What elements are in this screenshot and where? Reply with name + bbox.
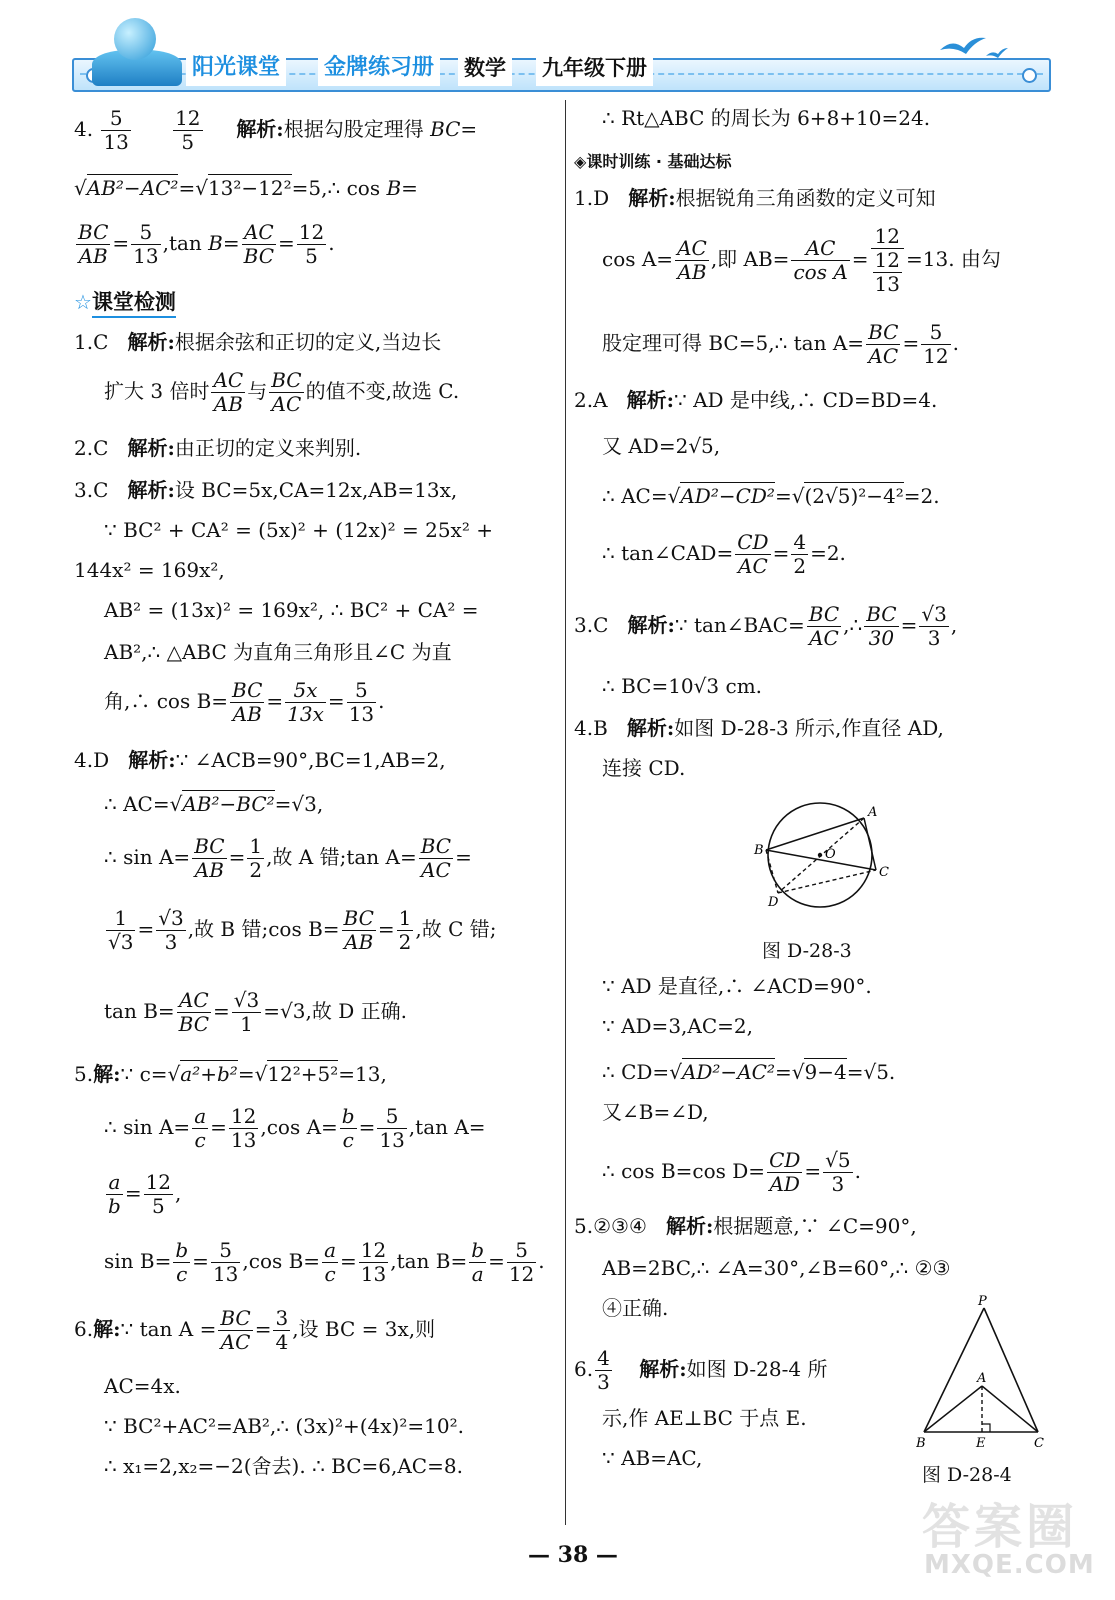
fraction: $\frac{√3}{1}$ [233, 988, 260, 1036]
page-number: — 38 — [528, 1542, 618, 1568]
fraction: $\frac{√5}{3}$ [825, 1148, 851, 1196]
brand-title: 金牌练习册 [318, 50, 440, 86]
q6-line: 6. $\frac{4}{3}$ 解析:如图 D-28-4 所 [574, 1346, 828, 1394]
fraction: $\frac{BC}{AC}$ [808, 602, 840, 650]
segment-bc [766, 850, 876, 870]
fraction: $\frac{BC}{AC}$ [420, 834, 452, 882]
fraction: $\frac{BC}{AB}$ [343, 906, 374, 954]
fraction: $\frac{5}{13}$ [103, 106, 129, 154]
fraction: $\frac{AC}{BC}$ [178, 988, 210, 1036]
fraction: $\frac{AC}{AB}$ [213, 368, 244, 416]
q1-line2: cos A= $\frac{AC}{AB}$ ,即 AB= $\frac{AC}{\text{cos A}}$ = 12 12 13 =13. 由勾 [602, 224, 1001, 296]
analysis-label: 解析: [628, 186, 676, 210]
fraction: $\frac{4}{3}$ [597, 1346, 610, 1394]
text: = [178, 176, 196, 200]
fraction: $\frac{b}{a}$ [471, 1238, 485, 1286]
p5-line: 5.解:∵ c=√a²+b²=√12²+5²=13, [74, 1062, 387, 1086]
p3-line3: 144x² = 169x², [74, 558, 225, 582]
question-number: 3.C [574, 613, 609, 637]
q4-line4: ∵ AD=3,AC=2, [602, 1014, 753, 1038]
watermark-url: MXQE.COM [924, 1550, 1095, 1580]
analysis-label: 解析: [626, 716, 675, 740]
text: BC= [430, 117, 478, 141]
q5-line2: AB=2BC,∴ ∠A=30°,∠B=60°,∴ ②③ [602, 1256, 951, 1280]
q4-line3: $\frac{BC}{AB}$ = $\frac{5}{13}$ ,tan B= $\frac{AC}{BC}$ = $\frac{12}{5}$ . [78, 220, 335, 268]
p3-line: 3.C 解析:设 BC=5x,CA=12x,AB=13x, [74, 478, 458, 502]
diamond-icon: ◈ [574, 152, 587, 171]
fraction: $\frac{AC}{AB}$ [677, 236, 707, 284]
label-e: E [976, 1436, 986, 1450]
triangle-figure-d28-4 [916, 1294, 1046, 1450]
fraction: $\frac{√3}{3}$ [158, 906, 184, 954]
mascot-logo [92, 10, 187, 88]
question-number: 5.②③④ [574, 1214, 647, 1238]
segment-ac [864, 818, 876, 870]
fraction: $\frac{5}{13}$ [348, 678, 375, 726]
q4-line2: 连接 CD. [602, 756, 686, 780]
question-number: 4.D [74, 748, 110, 772]
fraction: $\frac{5x}{13x}$ [287, 678, 324, 726]
segment-pb [924, 1308, 987, 1432]
p6-line2: AC=4x. [104, 1374, 181, 1398]
fraction: $\frac{5}{13}$ [133, 220, 159, 268]
fraction: $\frac{b}{c}$ [341, 1104, 355, 1152]
segment-ba [766, 818, 864, 850]
question-number: 4.B [574, 716, 608, 740]
fraction: $\frac{12}{5}$ [175, 106, 201, 154]
p2-line: 2.C 解析:由正切的定义来判别. [74, 436, 362, 460]
q1-line: 1.D 解析:根据锐角三角函数的定义可知 [574, 186, 936, 210]
p6-line: 6.解:∵ tan A = $\frac{BC}{AC}$ = $\frac{3}{4}$ ,设 BC = 3x,则 [74, 1306, 436, 1354]
grade-label: 九年级下册 [536, 50, 653, 86]
brand-series: 阳光课堂 [186, 50, 286, 86]
text: =5,∴ cos [291, 176, 381, 200]
text: 根据勾股定理得 [283, 117, 424, 141]
right-angle-mark [982, 1424, 990, 1432]
q4-line: 4.B 解析:如图 D-28-3 所示,作直径 AD, [574, 716, 944, 740]
fraction: $\frac{√3}{3}$ [921, 602, 947, 650]
solution-label: 解: [93, 1317, 121, 1341]
fraction: $\frac{a}{c}$ [194, 1104, 207, 1152]
q4-line6: 又∠B=∠D, [602, 1100, 709, 1124]
segment-pc [984, 1308, 1038, 1432]
question-number: 1.D [574, 186, 610, 210]
q2-line4: ∴ tan∠CAD= $\frac{CD}{AC}$ = $\frac{4}{2}$ =2. [602, 530, 846, 578]
analysis-label: 解析: [128, 748, 176, 772]
p4-line5: tan B= $\frac{AC}{BC}$ = $\frac{√3}{1}$ =√3,故 D 正确. [104, 988, 407, 1036]
analysis-label: 解析: [127, 478, 175, 502]
center-point [818, 853, 822, 857]
fraction: $\frac{12}{5}$ [145, 1170, 172, 1218]
star-icon: ☆ [74, 290, 92, 314]
question-number: 2.C [74, 436, 109, 460]
question-number: 2.A [574, 388, 608, 412]
label-o: O [825, 847, 836, 862]
fraction: $\frac{1}{2}$ [398, 906, 412, 954]
label-c: C [879, 865, 889, 880]
question-number: 6. [574, 1357, 594, 1381]
fraction: $\frac{BC}{30}$ [866, 602, 897, 650]
figure-caption: 图 D-28-3 [762, 940, 852, 962]
fraction: $\frac{12}{5}$ [298, 220, 325, 268]
q6-line3: ∵ AB=AC, [602, 1446, 703, 1470]
p4-line2: ∴ AC=√AB²−BC²=√3, [104, 792, 324, 816]
fraction: $\frac{b}{c}$ [175, 1238, 189, 1286]
question-number: 5. [74, 1062, 94, 1086]
fraction: $\frac{3}{4}$ [275, 1306, 289, 1354]
solution-label: 解: [93, 1062, 121, 1086]
q2-line2: 又 AD=2√5, [602, 434, 721, 458]
label-b: B [916, 1436, 926, 1450]
p5-line3: $\frac{a}{b}$ = $\frac{12}{5}$ , [108, 1170, 182, 1218]
q4-line7: ∴ cos B=cos D= $\frac{CD}{AD}$ = $\frac{√5}{3}$ . [602, 1148, 861, 1196]
circle-figure-d28-3 [752, 800, 892, 910]
radicand: 13²−12² [207, 176, 292, 200]
label-d: D [768, 895, 779, 910]
question-number: 4. [74, 117, 94, 141]
q2-line: 2.A 解析:∵ AD 是中线,∴ CD=BD=4. [574, 388, 938, 412]
fraction: $\frac{5}{13}$ [212, 1238, 239, 1286]
fraction: $\frac{CD}{AC}$ [737, 530, 769, 578]
fraction: $\frac{BC}{AC}$ [220, 1306, 251, 1354]
subject-label: 数学 [458, 50, 512, 86]
p6-line3: ∵ BC²+AC²=AB²,∴ (3x)²+(4x)²=10². [104, 1414, 464, 1438]
question-number: 6. [74, 1317, 94, 1341]
p4-line: 4.D 解析:∵ ∠ACB=90°,BC=1,AB=2, [74, 748, 446, 772]
mascot-head [114, 18, 156, 60]
fraction: $\frac{1}{√3}$ [108, 906, 134, 954]
fraction: $\frac{12}{13}$ [230, 1104, 257, 1152]
analysis-label: 解析: [665, 1214, 714, 1238]
analysis-label: 解析: [627, 613, 675, 637]
fraction: $\frac{a}{c}$ [324, 1238, 337, 1286]
fraction: $\frac{BC}{AB}$ [78, 220, 109, 268]
p4-line4: $\frac{1}{√3}$ = $\frac{√3}{3}$ ,故 B 错;cos B= $\frac{BC}{AB}$ = $\frac{1}{2}$ ,故 C 错; [108, 906, 497, 954]
q4-answer-line [74, 108, 477, 153]
p5-line4: sin B= $\frac{b}{c}$ = $\frac{5}{13}$ ,cos B= $\frac{a}{c}$ = $\frac{12}{13}$ ,tan B= $\frac{b}{a}$ = $\frac{5}{12}$ . [104, 1238, 545, 1286]
section-title: 课时训练 · 基础达标 [586, 152, 732, 171]
q3-line: 3.C 解析:∵ tan∠BAC= $\frac{BC}{AC}$ ,∴ $\frac{BC}{30}$ = $\frac{√3}{3}$ , [574, 602, 958, 650]
segment-dc [778, 870, 876, 893]
fraction: $\frac{5}{12}$ [923, 320, 949, 368]
fraction: $\frac{5}{12}$ [508, 1238, 535, 1286]
perimeter-line: ∴ Rt△ABC 的周长为 6+8+10=24. [602, 106, 931, 130]
birds-icon [930, 28, 1010, 68]
analysis-label: 解析: [626, 388, 674, 412]
q4-line2: √AB²−AC²=√13²−12²=5,∴ cos B= [74, 176, 418, 200]
fraction: $\frac{BC}{AB}$ [232, 678, 263, 726]
fraction: $\frac{AC}{\text{cos A}}$ [793, 236, 848, 284]
q4-line3: ∵ AD 是直径,∴ ∠ACD=90°. [602, 974, 872, 998]
label-c: C [1034, 1436, 1044, 1450]
header-dot-right [1022, 68, 1037, 83]
label-a: A [977, 1371, 987, 1386]
q1-line3: 股定理可得 BC=5,∴ tan A= $\frac{BC}{AC}$ = $\frac{5}{12}$ . [602, 320, 960, 368]
analysis-label: 解析: [639, 1357, 687, 1381]
p5-line2: ∴ sin A= $\frac{a}{c}$ = $\frac{12}{13}$ ,cos A= $\frac{b}{c}$ = $\frac{5}{13}$ ,tan A= [104, 1104, 486, 1152]
label-p: P [978, 1294, 987, 1309]
fraction: $\frac{BC}{AC}$ [868, 320, 899, 368]
fraction: $\frac{AC}{BC}$ [243, 220, 274, 268]
compound-fraction: 12 12 13 [871, 226, 904, 295]
p3-line2: ∵ BC² + CA² = (5x)² + (12x)² = 25x² + [104, 518, 493, 542]
fraction: $\frac{12}{13}$ [360, 1238, 387, 1286]
p3-line4: AB² = (13x)² = 169x², ∴ BC² + CA² = [104, 598, 479, 622]
q2-line3: ∴ AC=√AD²−CD²=√(2√5)²−4²=2. [602, 484, 940, 508]
p4-line3: ∴ sin A= $\frac{BC}{AB}$ = $\frac{1}{2}$ ,故 A 错;tan A= $\frac{BC}{AC}$ = [104, 834, 472, 882]
q5-line3: ④正确. [602, 1296, 669, 1320]
question-number: 1.C [74, 330, 109, 354]
fraction: $\frac{1}{2}$ [249, 834, 263, 882]
page-header [0, 0, 1115, 100]
analysis-label: 解析: [127, 436, 175, 460]
fraction: $\frac{CD}{AD}$ [769, 1148, 801, 1196]
section-title: 课堂检测 [92, 290, 176, 318]
section-heading-classroom-test [74, 292, 176, 313]
q6-line2: 示,作 AE⊥BC 于点 E. [602, 1406, 807, 1430]
fraction: $\frac{BC}{AB}$ [194, 834, 225, 882]
text: B= [386, 176, 418, 200]
column-divider [565, 100, 566, 1525]
radicand: AB²−AC² [86, 176, 179, 200]
fraction: $\frac{5}{13}$ [379, 1104, 405, 1152]
p1-line2: 扩大 3 倍时 $\frac{AC}{AB}$ 与 $\frac{BC}{AC}$ 的值不变,故选 C. [104, 368, 460, 416]
segment-ba [924, 1386, 982, 1432]
question-number: 3.C [74, 478, 109, 502]
p3-line6: 角,∴ cos B= $\frac{BC}{AB}$ = $\frac{5x}{13x}$ = $\frac{5}{13}$ . [104, 678, 385, 726]
analysis-label: 解析: [236, 117, 284, 141]
fraction: $\frac{4}{2}$ [793, 530, 807, 578]
p3-line5: AB²,∴ △ABC 为直角三角形且∠C 为直 [104, 640, 452, 664]
watermark-text: 答案圈 [922, 1499, 1079, 1555]
label-b: B [754, 843, 764, 858]
q5-line: 5.②③④ 解析:根据题意,∵ ∠C=90°, [574, 1214, 917, 1238]
q4-line5: ∴ CD=√AD²−AC²=√9−4=√5. [602, 1060, 896, 1084]
p1-line: 1.C 解析:根据余弦和正切的定义,当边长 [74, 330, 442, 354]
p6-line4: ∴ x₁=2,x₂=−2(舍去). ∴ BC=6,AC=8. [104, 1454, 463, 1478]
figure-caption: 图 D-28-4 [922, 1464, 1012, 1486]
watermark-logo [922, 1488, 1102, 1592]
fraction: $\frac{a}{b}$ [108, 1170, 121, 1218]
fraction: $\frac{BC}{AC}$ [271, 368, 302, 416]
label-a: A [868, 805, 878, 820]
q3-line2: ∴ BC=10√3 cm. [602, 674, 763, 698]
analysis-label: 解析: [127, 330, 175, 354]
section-heading-practice [574, 150, 732, 170]
